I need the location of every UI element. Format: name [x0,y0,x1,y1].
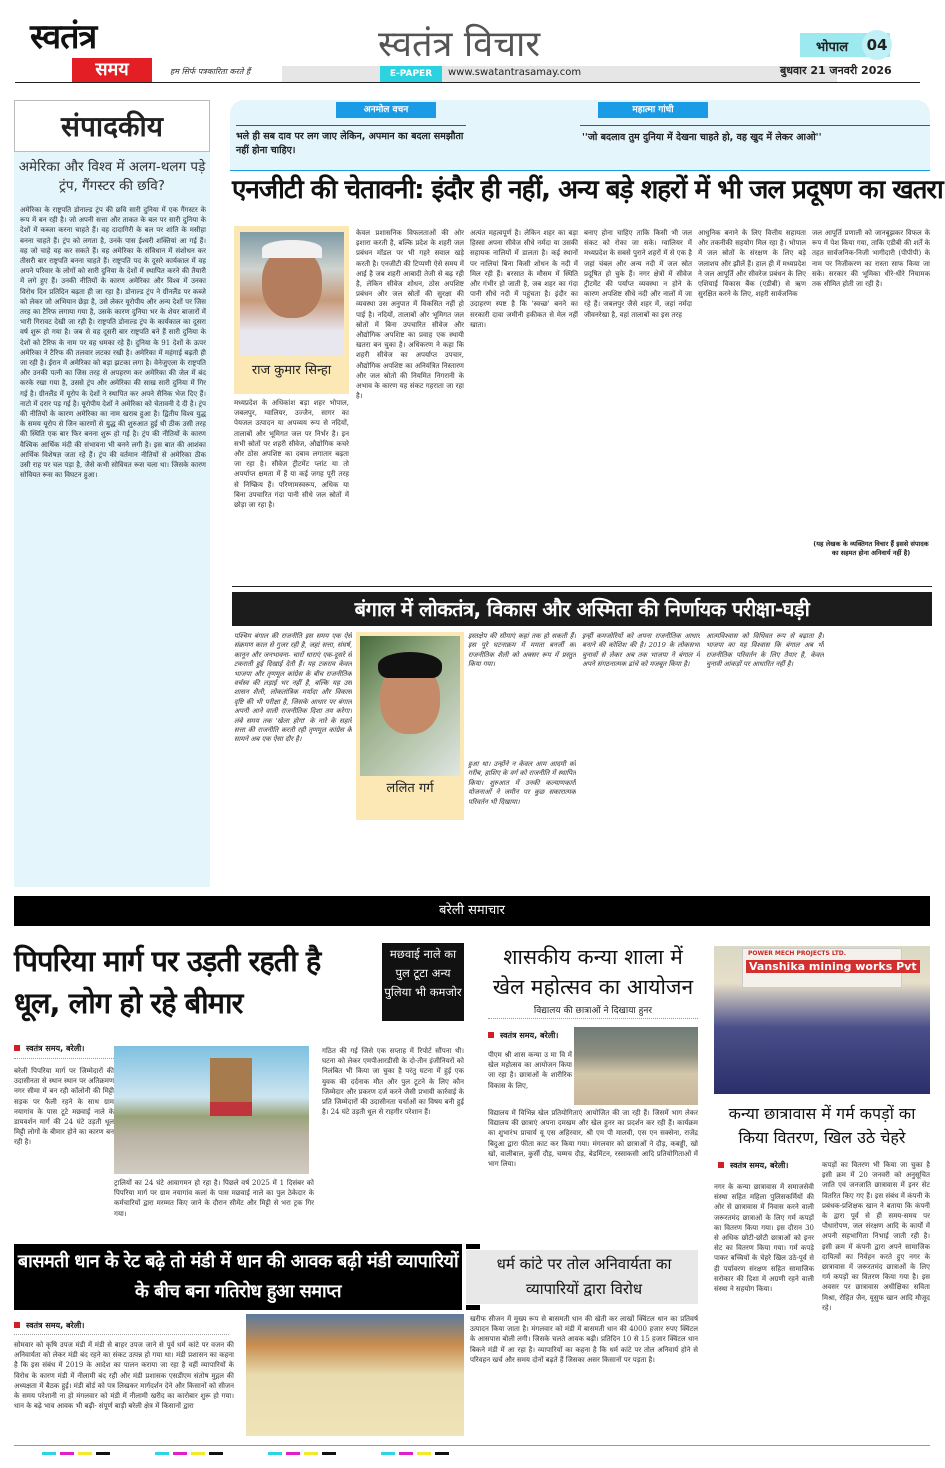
dateline [14,1043,84,1054]
disclaimer: (यह लेखक के व्यक्तिगत विचार हैं इससे संपादक का सहमत होना अनिवार्य नहीं है) [813,540,929,557]
quote-divider [236,125,466,126]
logo-top: स्वतंत्र [30,17,97,57]
author-hair [262,240,322,258]
author-name: राज कुमार सिन्हा [251,363,332,378]
registration-mark [399,1452,413,1455]
author-name: ललित गर्ग [386,781,434,796]
author-face [262,248,322,318]
registration-mark [78,1452,92,1455]
article-column: इस्तक्षेप की सीमाएं कहां तक हो सकती हैं। इस पूरे घटनाक्रम में ममता बनर्जी का राजनीतिक शैली को अक्सर रूप में प्रस्तुत किया गया। [468,632,576,669]
story-column: गठित की गई जिसे एक सप्ताह में रिपोर्ट सौंपना थी। घटना को लेकर एमपीआरडीसी के दो-तीन इंजीनियरों को निलंबित भी किया जा चुका है परंतु घटना में हुई एक युवक की दर्दनाक मौत और पुल टूटने के लिए कौन जिम्मेदार और प्रकरण दर्ज करने जैसी प्रभावी कार्रवाई के प्रति जिम्मेदारों की उदासीनता चर्चाओं का विषय बनी हुई है। 24 घंटे उड़ती धूल से राहगीर परेशान हैं। [322,1047,464,1117]
section-title: स्वतंत्र विचार [378,24,541,65]
quote-text: ''जो बदलाव तुम दुनिया में देखना चाहते हो, वह खुद में लेकर आओ'' [582,132,822,143]
article-column: मध्यप्रदेश के अधिकांश बड़ा शहर भोपाल, जबलपुर, ग्वालियर, उज्जैन, सागर का पेयजल उत्पादन या अपव्यय रूप से नदियों, तालाबों और भूमिगत जल पर निर्भर है। इन सभी स्रोतों पर शहरी सीवेज, औद्योगिक कचरे और ठोस अपशिष्ट का दबाव लगातार बढ़ता जा रहा है। सीवेज ट्रीटमेंट प्लांट या तो अपर्याप्त क्षमता में हैं या कई जगह पूरी तरह से निष्क्रिय हैं। परिणामस्वरूप, अधिक या बिना उपचारित गंदा पानी सीधे जल स्रोतों में छोड़ा जा रहा है। [234,399,349,510]
story-sidebar: मछवाई नाले का पुल टूटा अन्य पुलिया भी कमजोर [382,943,464,1021]
registration-mark [96,1452,110,1455]
registration-mark [286,1452,300,1455]
bullet-square-icon [488,1032,494,1038]
quote-divider [580,125,930,126]
registration-mark [417,1452,431,1455]
dateline [718,1160,788,1171]
article-divider [232,586,932,587]
editorial-body: अमेरिका के राष्ट्रपति डोनाल्ड ट्रंप की छवि सारी दुनिया में एक गैंगस्टर के रूप में बन रही है। जो अपनी सत्ता और ताकत के बल पर सारी दुनिया के देशों में कब्जा करना चाहते हैं। वह दादागिरी के बल पर शांति के मसीहा बनना चाहते हैं। ट्रंप को लगता है, उनके पास ईश्वरी शक्तियां आ गई हैं। वह जो चाहे वह कर सकते हैं। वह अमेरिका के संविधान में संशोधन कर तीसरी बार राष्ट्रपति बनना चाहते हैं। राष्ट्रपति पद के दूसरे कार्यकाल में वह अपने परिवार के लोगों को सारी दुनिया के देशों में स्थापित करने की तैयारी में लगे हुए हैं। उनकी नीतियों के कारण अमेरिका और विश्व में उनका विरोध दिन प्रतिदिन बढ़ता ही जा रहा है। डोनाल्ड ट्रंप ने ग्रीनलैंड पर कब्जे को लेकर जो अभियान छेड़ा है, उसे लेकर यूरोपीय और अन्य देशों पर जिस तरह का टैरिफ लगाया गया है, उसके कारण दुनिया भर के शेयर बाजारों में भारी गिरावट देखी जा रही है। राष्ट्रपति डोनाल्ड ट्रंप के कार्यकाल का दूसरा वर्ष शुरू हो गया है। जब से वह दूसरी बार राष्ट्रपति बने हैं सारी दुनिया के देशों को टैरिफ के नाम पर वह धमका रहे हैं। दुनिया के 91 देशों के ऊपर अमेरिका ने टैरिफ की तलवार लटका रखी है। अमेरिका में महंगाई बढ़ती ही जा रही है। ईरान में अमेरिका को बड़ा झटका लगा है। वेनेजुएला के राष्ट्रपति और उनकी पत्नी का जिस तरह से अपहरण कर अमेरिका की जेल में बंद करके रखा गया है, उससे ट्रंप और अमेरिका की साख सारी दुनिया में गिर गई है। ग्रीनलैंड में यूरोप के देशों ने स्थापित कर अपने सैनिक भेज दिए हैं। नाटो में दरार पड़ गई है। यूरोपीय देशों ने अमेरिका को चेतावनी दे दी है। ट्रंप की नीतियों के कारण अमेरिका का नाम खराब हुआ है। द्वितीय विश्व युद्ध के समय यूरोप से जिन कारणों से युद्ध की शुरुआत हुई थी ठीक उसी तरह की स्थिति एक बार फिर बनना शुरू हो गई है। ट्रंप की नीतियों के कारण वैश्विक आर्थिक मंदी की संभावना भी बनने लगी है। इस बात की आशंका आर्थिक विशेषज्ञ जता रहे हैं। ट्रंप की वर्तमान नीतियों से अमेरिका ठीक उसी राह पर चल पड़ा है, जैसे कभी सोवियत रूस चला था। जिसके कारण सोवियत रूस का विघटन हुआ। [20,206,206,480]
registration-mark [155,1452,169,1455]
story-column: पीएम श्री शास कन्या उ मा वि में खेल महोत्सव का आयोजन किया जा रहा है। छात्राओं के शारीरिक विकास के लिए, [488,1051,572,1090]
registration-mark [42,1452,56,1455]
registration-mark [322,1452,336,1455]
story-column: खरीफ सीजन में मुख्य रूप से बासमती धान की खेती कर लाखों क्विंटल धान का प्रतिवर्ष उत्पादन किया जाता है। मंगलवार को मंडी में बासमती धान की 4000 हजार रुपए क्विंटल के आसपास बोली लगी। जिसके चलते आवक बढ़ी। प्रतिदिन 10 से 15 हजार क्विंटल धान बिकने मंडी में आ रहा है। व्यापारियों का कहना है कि धर्म कांटे पर तोल अनिवार्य होने से परिवहन खर्च और समय दोनों बढ़ते हैं जिसका असर किसानों पर पड़ता है। [470,1315,698,1364]
article-column: केवल प्रशासनिक विफलताओं की ओर इशारा करती है, बल्कि प्रदेश के शहरी जल प्रबंधन मॉडल पर भी गहरे सवाल खड़े करती है। एनजीटी की टिप्पणी ऐसे समय में आई है जब शहरी आबादी तेजी से बढ़ रही है, लेकिन सीवेज शोधन, ठोस अपशिष्ट प्रबंधन और जल स्रोतों की सुरक्षा की व्यवस्था उस अनुपात में विकसित नहीं हो पाई है। नदियों, तालाबों और भूमिगत जल स्रोतों में बिना उपचारित सीवेज और औद्योगिक अपशिष्ट का प्रवाह एक स्थायी खतरा बन चुका है। अधिकरण ने कहा कि शहरी सीवेज का अपर्याप्त उपचार, औद्योगिक अपशिष्ट का अनियंत्रित निस्तारण और जल स्रोतों की नियमित निगरानी के अभाव के कारण यह संकट गहराता जा रहा है। [356,229,464,401]
masthead-divider [15,82,920,83]
registration-mark [209,1452,223,1455]
banner-company: POWER MECH PROJECTS LTD. [748,950,847,957]
logo-bottom: समय [72,58,152,82]
banner-title: Vanshika mining works Pvt [746,960,920,973]
dateline-divider [14,1334,229,1335]
story-column: बरेली पिपरिया मार्ग पर जिम्मेदारों की उदासीनता से स्थान स्थान पर अतिक्रमण नगर सीमा में बन रही कॉलोनी की मिट्टी सड़क पर फैली रहने के साथ ग्राम नयागांव के पास टूटे मछवाई नाले के डायवर्शन मार्ग की 24 घंटे उड़ती धूल मिट्टी लोगों के बीमार होने का कारण बन रही है। [14,1067,114,1147]
quote-bottom-divider [230,170,930,171]
registration-mark [173,1452,187,1455]
story-column: ट्रालियों का 24 घंटे आवागमन हो रहा है। पिछले वर्ष 2025 में 1 दिसंबर को पिपरिया मार्ग पर ग्राम नयागांव कलां के पास मछवाई नाले का पुल ठेकेदार के कर्मचारियों द्वारा मरम्मत किए जाने के दौरान सीमेंट और मिट्टी से भरा ट्रक गिर गया। [114,1179,314,1218]
article-column: बनाए होना चाहिए ताकि किसी भी जल संकट को रोका जा सके। ग्वालियर में मध्यप्रदेश के सबसे पुराने शहरों में से एक है जहां चंबल और अन्य नदी में जल स्रोत प्रदूषित हो चुके हैं। नगर क्षेत्रों में सीवेज ट्रीटमेंट की पर्याप्त व्यवस्था न होने के कारण अपशिष्ट सीधे नदी और नालों में जा रहे हैं। जबलपुर जैसे शहर में, जहां नर्मदा जीवनरेखा है, वहां तालाबों का इस तरह [584,229,692,319]
quote-label: महात्मा गांधी [598,102,708,118]
article-column: अत्यंत महत्वपूर्ण है। लेकिन शहर का बड़ा हिस्सा अपना सीवेज सीधे नर्मदा या उसकी सहायक नालियों में डालता है। कई स्थानों पर नालियां बिना किसी शोधन के नदी में मिल रही हैं। बरसात के मौसम में स्थिति और गंभीर हो जाती है, जब शहर का गंदा पानी सीधे नदी में पहुंचता है। इंदौर का उदाहरण स्पष्ट है कि 'स्वच्छ' बनने का सरकारी दावा जमीनी हकीकत से मेल नहीं खाता। [470,229,578,329]
dateline-text: स्वतंत्र समय, बरेली। [26,1321,85,1330]
truck-in-photo [210,1058,252,1116]
article-column: पश्चिम बंगाल की राजनीति इस समय एक ऐसे संक्रमण काल से गुजर रही है, जहां सत्ता, संघर्ष, कानून और जनभावना- चारों धाराएं एक-दूसरे से टकराती हुई दिखाई देती हैं। यह टकराव केवल भाजपा और तृणमूल कांग्रेस के बीच राजनीतिक वर्चस्व की लड़ाई भर नहीं है, बल्कि यह उस शासन शैली, लोकतांत्रिक मर्यादा और विकास दृष्टि की भी परीक्षा है, जिसके आधार पर बंगाल अपनी आने वाली राजनीतिक दिशा तय करेगा। लंबे समय तक 'खेला होगा' के नारे के सहारे सत्ता की राजनीति करती रही तृणमूल कांग्रेस के सामने अब एक ऐसा दौर है। [234,632,352,744]
footer-divider [14,1445,930,1446]
decor-mark [466,1305,480,1310]
website-link[interactable]: www.swatantrasamay.com [448,67,582,78]
registration-mark [304,1452,318,1455]
tagline: हम सिर्फ पत्रकारिता करते हैं [170,67,251,76]
sports-photo [574,1027,698,1105]
bullet-square-icon [14,1322,20,1328]
section-bar: बरेली समाचार [14,896,930,926]
page-number: 04 [862,30,892,60]
dateline [488,1030,558,1041]
quote-text: भले ही सब दाव पर लग जाए लेकिन, अपमान का बदला समझौता नहीं होना चाहिए। [236,131,464,156]
registration-mark [435,1452,449,1455]
city-label: भोपाल [816,40,849,55]
registration-mark [60,1452,74,1455]
editorial-title: अमेरिका और विश्व में अलग-थलग पड़े ट्रंप, गैंगस्टर की छवि? [18,159,206,194]
article-column: आत्मविश्वास को विधिवत रूप से बढ़ाता है। भाजपा का यह विश्वास कि बंगाल अब भी राजनीतिक परिवर्तन के लिए तैयार है, केवल चुनावी आंकड़ों पर आधारित नहीं है। [706,632,824,669]
author-hair [378,652,442,678]
article-column: हुआ था। उन्होंने न केवल आम आदमी को गरीब, हाशिए के वर्ग को राजनीति में स्थापित किया। शुरुआत में उनकी कल्याणकारी योजनाओं ने जमीन पर कुछ सकारात्मक परिवर्तन भी दिखाया। [468,760,576,806]
story-headline[interactable]: धर्म कांटे पर तोल अनिवार्यता का व्यापारियों द्वारा विरोध [496,1255,672,1298]
story-headline[interactable]: पिपरिया मार्ग पर उड़ती रहती है धूल, लोग हो रहे बीमार [14,944,321,1020]
story-column: कपड़ों का वितरण भी किया जा चुका है इसी क्रम में 20 जनवरी को अनुसूचित जाति एवं जनजाति छात्रावास में इनर सेट वितरित किए गए हैं। इस संबंध में कंपनी के प्रबंधक-प्रशिक्षक खान ने बताया कि कंपनी के द्वारा पूर्व से ही समय-समय पर पौधारोपण, जल संरक्षण आदि के कार्यों में अपनी सहभागिता निभाई जाती रही है। इसी क्रम में कंपनी द्वारा अपने सामाजिक दायित्वों का निर्वहन करते हुए नगर के छात्रावास में जरूरतमंद छात्राओं के लिए गर्म कपड़ों का वितरण किया गया है। इस अवसर पर छात्रावास अधीक्षिका सविता मिश्रा, रोहित जैन, यूसुफ खान आदि मौजूद रहे। [822,1161,930,1312]
bengal-headline[interactable]: बंगाल में लोकतंत्र, विकास और अस्मिता की निर्णायक परीक्षा-घड़ी [232,592,932,626]
bullet-square-icon [718,1162,724,1168]
bullet-square-icon [14,1045,20,1051]
dateline-text: स्वतंत्र समय, बरेली। [500,1031,559,1040]
registration-mark [191,1452,205,1455]
editorial-heading: संपादकीय [14,100,210,152]
decor-mark [466,1244,480,1249]
dateline-text: स्वतंत्र समय, बरेली। [730,1161,789,1170]
story-column: सोमवार को कृषि उपज मंडी में मंडी से बाहर उपज जाने से पूर्व धर्म कांटे पर वजन की अनिवार्यता को लेकर मंडी बंद रहने का संकट उत्पन्न हो गया था। मंडी प्रशासन का कहना है कि इस संबंध में 2019 के आदेश का पालन कराया जा रहा है वहीं व्यापारियों के विरोध के कारण मंडी में नीलामी बंद रही और मंडी प्रशासक एसडीएम संतोष मुद्गल की अध्यक्षता में बैठक हुई। मंडी बोर्ड को पत्र लिखकर मार्गदर्शन देने और किसानों को सीजन के समय परेशानी ना हो मंगलवार को मंडी में नीलामी खरीद का कारोबार शुरू हो गया। धान के बढ़े भाव आवक भी बढ़ी- संपूर्ण बाड़ी बरेली क्षेत्र में किसानों द्वारा [14,1341,234,1411]
issue-date: बुधवार 21 जनवरी 2026 [780,64,892,77]
story-headline[interactable]: कन्या छात्रावास में गर्म कपड़ों का किया वितरण, खिल उठे चेहरे [728,1104,916,1147]
story-column: विद्यालय में विभिन्न खेल प्रतियोगिताएं आयोजित की जा रही हैं। जिसमें भाग लेकर विद्यालय की छात्राएं अपना दमखम और खेल हुनर का प्रदर्शन कर रही हैं। कार्यक्रम का शुभारंभ प्राचार्य यू एस अहिरवार, श्री एम पी मालवी, एस एन सक्सेना, राजेंद्र बिदुआ द्वारा फीता काट कर किया गया। मंगलवार को छात्राओं ने दौड़, कबड्डी, खो खो, वालीबाल, कुर्सी दौड़, चम्मच दौड़, बेडमिंटन, रस्साकसी आदि प्रतियोगिताओं में भाग लिया। [488,1109,698,1169]
quote-label: अनमोल वचन [336,102,436,118]
main-headline[interactable]: एनजीटी की चेतावनी: इंदौर ही नहीं, अन्य बड़े शहरों में भी जल प्रदूषण का खतरा [232,175,943,205]
registration-mark [268,1452,282,1455]
article-column: आधुनिक बनाने के लिए वित्तीय सहायता और तकनीकी सहयोग मिल रहा है। भोपाल में जल स्रोतों के संरक्षण के लिए बड़े जलाशय और झीलें हैं। हाल ही में मध्यप्रदेश ने जल आपूर्ति और सीवरेज प्रबंधन के लिए एशियाई विकास बैंक (एडीबी) से ऋण सुरक्षित करने के लिए, शहरी सार्वजनिक [698,229,806,299]
story-subheadline: विद्यालय की छात्राओं ने दिखाया हुनर [488,1003,698,1019]
article-column: जल आपूर्ति प्रणाली को जानबूझकर विफल के रूप में पेश किया गया, ताकि एडीबी की शर्तें के तहत सार्वजनिक-निजी भागीदारी (पीपीपी) के नाम पर निजीकरण का रास्ता साफ किया जा सके। सरकार की भूमिका धीरे-धीरे नियामक तक सीमित होती जा रही है। [812,229,930,289]
story-headline[interactable]: शासकीय कन्या शाला में खेल महोत्सव का आयोजन [492,945,694,999]
story-headline[interactable]: बासमती धान के रेट बढ़े तो मंडी में धान की आवक बढ़ी मंडी व्यापारियों के बीच बना गतिरोध हुआ समाप्त [14,1244,462,1310]
article-column: इन्हीं कमजोरियों को अपना राजनीतिक आधार बनाने की कोशिश की है। 2019 के लोकसभा चुनावों से लेकर अब तक भाजपा ने बंगाल में अपने संगठनात्मक ढांचे को मजबूत किया है। [582,632,700,669]
dateline-divider [14,1058,114,1059]
registration-mark [381,1452,395,1455]
dateline [14,1320,84,1331]
story-column: नगर के कन्या छात्रावास में समाजसेवी संस्था सहित महिला पुलिसकर्मियों की ओर से छात्रावास में निवास करने वाली जरूरतमंद छात्राओं के लिए गर्म कपड़ों का वितरण किया गया। इस दौरान 30 से अधिक छोटी-छोटी छात्राओं को इनर सेट का वितरण किया गया। गर्म कपड़े पाकर बच्चियों के चेहरे खिल उठे-पूर्व से ही पर्यावरण संरक्षण सहित सामाजिक सरोकार की दिशा में अग्रणी रहने वाली संस्था ने सहयोग किया। [714,1183,814,1294]
epaper-badge: E-PAPER [380,66,442,82]
dateline-text: स्वतंत्र समय, बरेली। [26,1044,85,1053]
rice-mandi-photo [246,1314,464,1436]
